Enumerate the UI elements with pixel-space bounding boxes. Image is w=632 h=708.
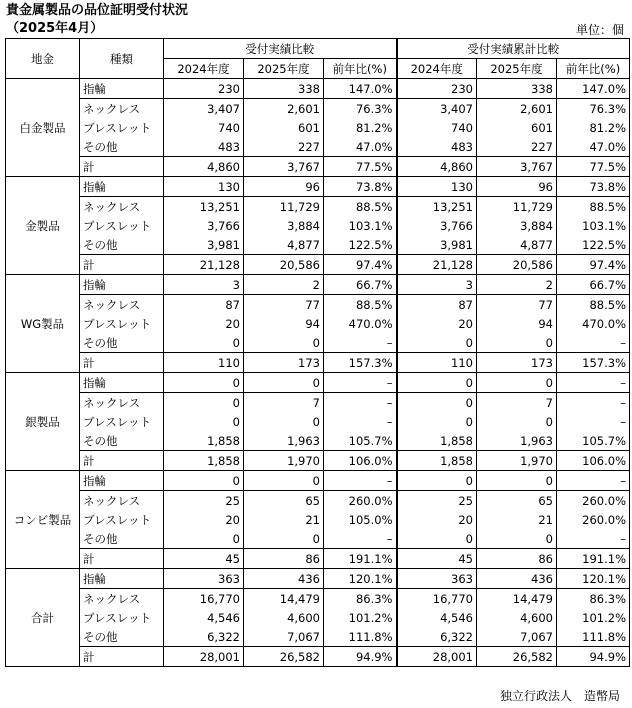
value-cell-b: 4,877: [244, 235, 324, 255]
value-cell-cb: 7,067: [477, 627, 557, 647]
value-cell-ca: 230: [397, 79, 477, 99]
value-cell-a: 0: [164, 393, 244, 413]
value-cell-a: 20: [164, 314, 244, 333]
value-cell-ca: 13,251: [397, 197, 477, 217]
value-cell-a: 0: [164, 529, 244, 549]
value-cell-b: 0: [244, 412, 324, 431]
value-cell-a: 0: [164, 373, 244, 393]
item-cell: ブレスレット: [80, 608, 164, 627]
value-cell-ca: 6,322: [397, 627, 477, 647]
value-cell-b: 0: [244, 333, 324, 353]
value-cell-cb: 0: [477, 412, 557, 431]
table-row: [6, 79, 630, 99]
item-cell: 計: [80, 353, 164, 373]
value-cell-r: 470.0%: [324, 314, 397, 333]
value-cell-r: 66.7%: [324, 275, 397, 295]
value-cell-cb: 173: [477, 353, 557, 373]
value-cell-ca: 21,128: [397, 255, 477, 275]
value-cell-ca: 0: [397, 373, 477, 393]
value-cell-cr: 103.1%: [557, 216, 630, 235]
value-cell-cb: 227: [477, 137, 557, 157]
table-row: [6, 157, 630, 177]
value-cell-cr: 191.1%: [557, 549, 630, 569]
value-cell-a: 20: [164, 510, 244, 529]
value-cell-cb: 94: [477, 314, 557, 333]
value-cell-r: –: [324, 412, 397, 431]
publisher-label: 独立行政法人 造幣局: [499, 689, 620, 703]
value-cell-cb: 20,586: [477, 255, 557, 275]
value-cell-cb: 3,884: [477, 216, 557, 235]
header-ratio: 前年比(%): [324, 59, 397, 79]
value-cell-r: 47.0%: [324, 137, 397, 157]
value-cell-r: 94.9%: [324, 647, 397, 667]
value-cell-cb: 0: [477, 373, 557, 393]
value-cell-a: 3,407: [164, 99, 244, 119]
region-cell: 白金製品: [6, 79, 80, 177]
item-cell: ネックレス: [80, 589, 164, 609]
table-row: [6, 99, 630, 119]
value-cell-a: 483: [164, 137, 244, 157]
value-cell-r: 101.2%: [324, 608, 397, 627]
item-cell: 計: [80, 549, 164, 569]
value-cell-cr: 157.3%: [557, 353, 630, 373]
value-cell-ca: 130: [397, 177, 477, 197]
value-cell-cb: 0: [477, 333, 557, 353]
value-cell-cr: 120.1%: [557, 569, 630, 589]
item-cell: 計: [80, 451, 164, 471]
item-cell: 計: [80, 255, 164, 275]
value-cell-r: 105.7%: [324, 431, 397, 451]
value-cell-cb: 26,582: [477, 647, 557, 667]
value-cell-cb: 4,600: [477, 608, 557, 627]
header-cum-year-2024: 2024年度: [397, 59, 477, 79]
item-cell: 指輪: [80, 471, 164, 491]
value-cell-b: 65: [244, 491, 324, 511]
item-cell: 指輪: [80, 373, 164, 393]
value-cell-cr: 260.0%: [557, 491, 630, 511]
table-row: [6, 373, 630, 393]
item-cell: その他: [80, 137, 164, 157]
value-cell-cb: 11,729: [477, 197, 557, 217]
value-cell-a: 0: [164, 333, 244, 353]
value-cell-cb: 14,479: [477, 589, 557, 609]
value-cell-ca: 3: [397, 275, 477, 295]
value-cell-cb: 2,601: [477, 99, 557, 119]
value-cell-r: 191.1%: [324, 549, 397, 569]
value-cell-a: 25: [164, 491, 244, 511]
value-cell-a: 0: [164, 412, 244, 431]
value-cell-b: 14,479: [244, 589, 324, 609]
table-row: [6, 177, 630, 197]
value-cell-b: 2,601: [244, 99, 324, 119]
value-cell-cr: 66.7%: [557, 275, 630, 295]
region-cell: WG製品: [6, 275, 80, 373]
item-cell: ブレスレット: [80, 118, 164, 137]
value-cell-a: 740: [164, 118, 244, 137]
item-cell: その他: [80, 235, 164, 255]
table-row: [6, 118, 630, 137]
table-row: [6, 471, 630, 491]
value-cell-a: 1,858: [164, 431, 244, 451]
value-cell-cb: 2: [477, 275, 557, 295]
value-cell-a: 3,766: [164, 216, 244, 235]
header-cum-year-2025: 2025年度: [477, 59, 557, 79]
value-cell-a: 28,001: [164, 647, 244, 667]
value-cell-r: 73.8%: [324, 177, 397, 197]
table-row: [6, 549, 630, 569]
value-cell-ca: 4,546: [397, 608, 477, 627]
table-row: [6, 275, 630, 295]
value-cell-ca: 25: [397, 491, 477, 511]
value-cell-ca: 0: [397, 471, 477, 491]
value-cell-cb: 4,877: [477, 235, 557, 255]
value-cell-cb: 338: [477, 79, 557, 99]
value-cell-cr: –: [557, 529, 630, 549]
value-cell-b: 26,582: [244, 647, 324, 667]
value-cell-r: 260.0%: [324, 491, 397, 511]
table-row: [6, 314, 630, 333]
value-cell-b: 7: [244, 393, 324, 413]
value-cell-cb: 86: [477, 549, 557, 569]
value-cell-b: 7,067: [244, 627, 324, 647]
item-cell: 計: [80, 157, 164, 177]
page-title: 貴金属製品の品位証明受付状況: [6, 3, 189, 18]
table-row: [6, 569, 630, 589]
value-cell-cr: –: [557, 471, 630, 491]
item-cell: その他: [80, 627, 164, 647]
item-cell: 指輪: [80, 79, 164, 99]
value-cell-cb: 65: [477, 491, 557, 511]
value-cell-r: 88.5%: [324, 197, 397, 217]
header-cum-ratio: 前年比(%): [557, 59, 630, 79]
value-cell-b: 3,884: [244, 216, 324, 235]
value-cell-r: 147.0%: [324, 79, 397, 99]
item-cell: 指輪: [80, 275, 164, 295]
item-cell: 指輪: [80, 177, 164, 197]
header-group-cumulative: 受付実績累計比較: [397, 39, 630, 59]
value-cell-ca: 20: [397, 314, 477, 333]
value-cell-cr: 94.9%: [557, 647, 630, 667]
value-cell-cb: 7: [477, 393, 557, 413]
item-cell: ブレスレット: [80, 314, 164, 333]
item-cell: ブレスレット: [80, 510, 164, 529]
value-cell-ca: 0: [397, 529, 477, 549]
value-cell-a: 3,981: [164, 235, 244, 255]
value-cell-b: 77: [244, 295, 324, 315]
value-cell-cr: 47.0%: [557, 137, 630, 157]
table-row: [6, 627, 630, 647]
item-cell: その他: [80, 431, 164, 451]
value-cell-cb: 77: [477, 295, 557, 315]
value-cell-a: 0: [164, 471, 244, 491]
value-cell-cb: 1,970: [477, 451, 557, 471]
table-row: [6, 647, 630, 667]
value-cell-r: 81.2%: [324, 118, 397, 137]
item-cell: ネックレス: [80, 197, 164, 217]
certification-table: [5, 38, 630, 667]
value-cell-b: 0: [244, 471, 324, 491]
value-cell-cr: 101.2%: [557, 608, 630, 627]
value-cell-cb: 601: [477, 118, 557, 137]
value-cell-cb: 21: [477, 510, 557, 529]
value-cell-ca: 28,001: [397, 647, 477, 667]
value-cell-b: 227: [244, 137, 324, 157]
value-cell-b: 2: [244, 275, 324, 295]
value-cell-ca: 0: [397, 393, 477, 413]
value-cell-cr: 470.0%: [557, 314, 630, 333]
value-cell-r: –: [324, 393, 397, 413]
value-cell-a: 87: [164, 295, 244, 315]
value-cell-a: 45: [164, 549, 244, 569]
item-cell: ネックレス: [80, 491, 164, 511]
value-cell-b: 11,729: [244, 197, 324, 217]
value-cell-ca: 363: [397, 569, 477, 589]
value-cell-ca: 740: [397, 118, 477, 137]
value-cell-a: 16,770: [164, 589, 244, 609]
value-cell-a: 13,251: [164, 197, 244, 217]
value-cell-a: 130: [164, 177, 244, 197]
value-cell-r: 86.3%: [324, 589, 397, 609]
value-cell-r: 77.5%: [324, 157, 397, 177]
value-cell-r: –: [324, 333, 397, 353]
value-cell-b: 3,767: [244, 157, 324, 177]
value-cell-r: 97.4%: [324, 255, 397, 275]
value-cell-cb: 96: [477, 177, 557, 197]
value-cell-cr: 105.7%: [557, 431, 630, 451]
table-row: [6, 353, 630, 373]
region-cell: 合計: [6, 569, 80, 667]
header-type: 種類: [80, 39, 164, 79]
value-cell-ca: 45: [397, 549, 477, 569]
value-cell-cr: 97.4%: [557, 255, 630, 275]
value-cell-b: 96: [244, 177, 324, 197]
item-cell: ネックレス: [80, 99, 164, 119]
value-cell-r: 76.3%: [324, 99, 397, 119]
table-row: [6, 412, 630, 431]
value-cell-ca: 3,766: [397, 216, 477, 235]
item-cell: 指輪: [80, 569, 164, 589]
value-cell-r: –: [324, 529, 397, 549]
value-cell-cr: –: [557, 393, 630, 413]
table-row: [6, 451, 630, 471]
value-cell-ca: 110: [397, 353, 477, 373]
value-cell-cr: 147.0%: [557, 79, 630, 99]
table-row: [6, 235, 630, 255]
table-row: [6, 589, 630, 609]
value-cell-cr: –: [557, 373, 630, 393]
value-cell-b: 338: [244, 79, 324, 99]
value-cell-r: 120.1%: [324, 569, 397, 589]
value-cell-cb: 0: [477, 529, 557, 549]
table-row: [6, 393, 630, 413]
value-cell-cb: 1,963: [477, 431, 557, 451]
value-cell-cr: 88.5%: [557, 197, 630, 217]
value-cell-a: 6,322: [164, 627, 244, 647]
value-cell-cb: 3,767: [477, 157, 557, 177]
table-row: [6, 529, 630, 549]
table-row: [6, 333, 630, 353]
item-cell: その他: [80, 333, 164, 353]
unit-label: 単位：個: [575, 23, 624, 37]
value-cell-cr: 81.2%: [557, 118, 630, 137]
value-cell-b: 86: [244, 549, 324, 569]
value-cell-ca: 0: [397, 412, 477, 431]
table-row: [6, 137, 630, 157]
value-cell-r: 157.3%: [324, 353, 397, 373]
value-cell-r: 122.5%: [324, 235, 397, 255]
table-row: [6, 197, 630, 217]
table-row: [6, 431, 630, 451]
item-cell: 計: [80, 647, 164, 667]
value-cell-ca: 3,981: [397, 235, 477, 255]
value-cell-cr: 88.5%: [557, 295, 630, 315]
value-cell-r: 88.5%: [324, 295, 397, 315]
value-cell-a: 1,858: [164, 451, 244, 471]
value-cell-b: 1,970: [244, 451, 324, 471]
value-cell-cr: 111.8%: [557, 627, 630, 647]
value-cell-b: 1,963: [244, 431, 324, 451]
value-cell-r: 105.0%: [324, 510, 397, 529]
value-cell-b: 21: [244, 510, 324, 529]
value-cell-r: –: [324, 373, 397, 393]
table-row: [6, 216, 630, 235]
table-row: [6, 510, 630, 529]
value-cell-cr: 106.0%: [557, 451, 630, 471]
header-year-2025: 2025年度: [244, 59, 324, 79]
item-cell: ブレスレット: [80, 412, 164, 431]
value-cell-cr: 77.5%: [557, 157, 630, 177]
value-cell-a: 4,860: [164, 157, 244, 177]
value-cell-ca: 4,860: [397, 157, 477, 177]
header-year-2024: 2024年度: [164, 59, 244, 79]
value-cell-r: 103.1%: [324, 216, 397, 235]
header-region: 地金: [6, 39, 80, 79]
value-cell-cr: 260.0%: [557, 510, 630, 529]
table-row: [6, 608, 630, 627]
value-cell-ca: 87: [397, 295, 477, 315]
value-cell-ca: 3,407: [397, 99, 477, 119]
value-cell-b: 4,600: [244, 608, 324, 627]
value-cell-cr: 76.3%: [557, 99, 630, 119]
item-cell: ネックレス: [80, 295, 164, 315]
region-cell: 金製品: [6, 177, 80, 275]
item-cell: その他: [80, 529, 164, 549]
value-cell-b: 436: [244, 569, 324, 589]
value-cell-cr: 86.3%: [557, 589, 630, 609]
region-cell: コンビ製品: [6, 471, 80, 569]
value-cell-b: 173: [244, 353, 324, 373]
region-cell: 銀製品: [6, 373, 80, 471]
value-cell-a: 3: [164, 275, 244, 295]
value-cell-r: –: [324, 471, 397, 491]
table-row: [6, 491, 630, 511]
value-cell-r: 111.8%: [324, 627, 397, 647]
item-cell: ネックレス: [80, 393, 164, 413]
value-cell-a: 363: [164, 569, 244, 589]
item-cell: ブレスレット: [80, 216, 164, 235]
value-cell-b: 94: [244, 314, 324, 333]
value-cell-cb: 0: [477, 471, 557, 491]
value-cell-ca: 1,858: [397, 451, 477, 471]
value-cell-cb: 436: [477, 569, 557, 589]
value-cell-a: 4,546: [164, 608, 244, 627]
value-cell-ca: 1,858: [397, 431, 477, 451]
value-cell-a: 230: [164, 79, 244, 99]
value-cell-b: 20,586: [244, 255, 324, 275]
value-cell-cr: –: [557, 412, 630, 431]
header-group-monthly: 受付実績比較: [164, 39, 397, 59]
value-cell-b: 0: [244, 373, 324, 393]
value-cell-a: 21,128: [164, 255, 244, 275]
value-cell-r: 106.0%: [324, 451, 397, 471]
value-cell-b: 601: [244, 118, 324, 137]
table-row: [6, 295, 630, 315]
table-row: [6, 255, 630, 275]
value-cell-cr: 122.5%: [557, 235, 630, 255]
value-cell-ca: 483: [397, 137, 477, 157]
value-cell-cr: 73.8%: [557, 177, 630, 197]
value-cell-ca: 16,770: [397, 589, 477, 609]
value-cell-a: 110: [164, 353, 244, 373]
page-subtitle: （2025年4月）: [6, 21, 104, 36]
value-cell-b: 0: [244, 529, 324, 549]
value-cell-cr: –: [557, 333, 630, 353]
value-cell-ca: 0: [397, 333, 477, 353]
value-cell-ca: 20: [397, 510, 477, 529]
